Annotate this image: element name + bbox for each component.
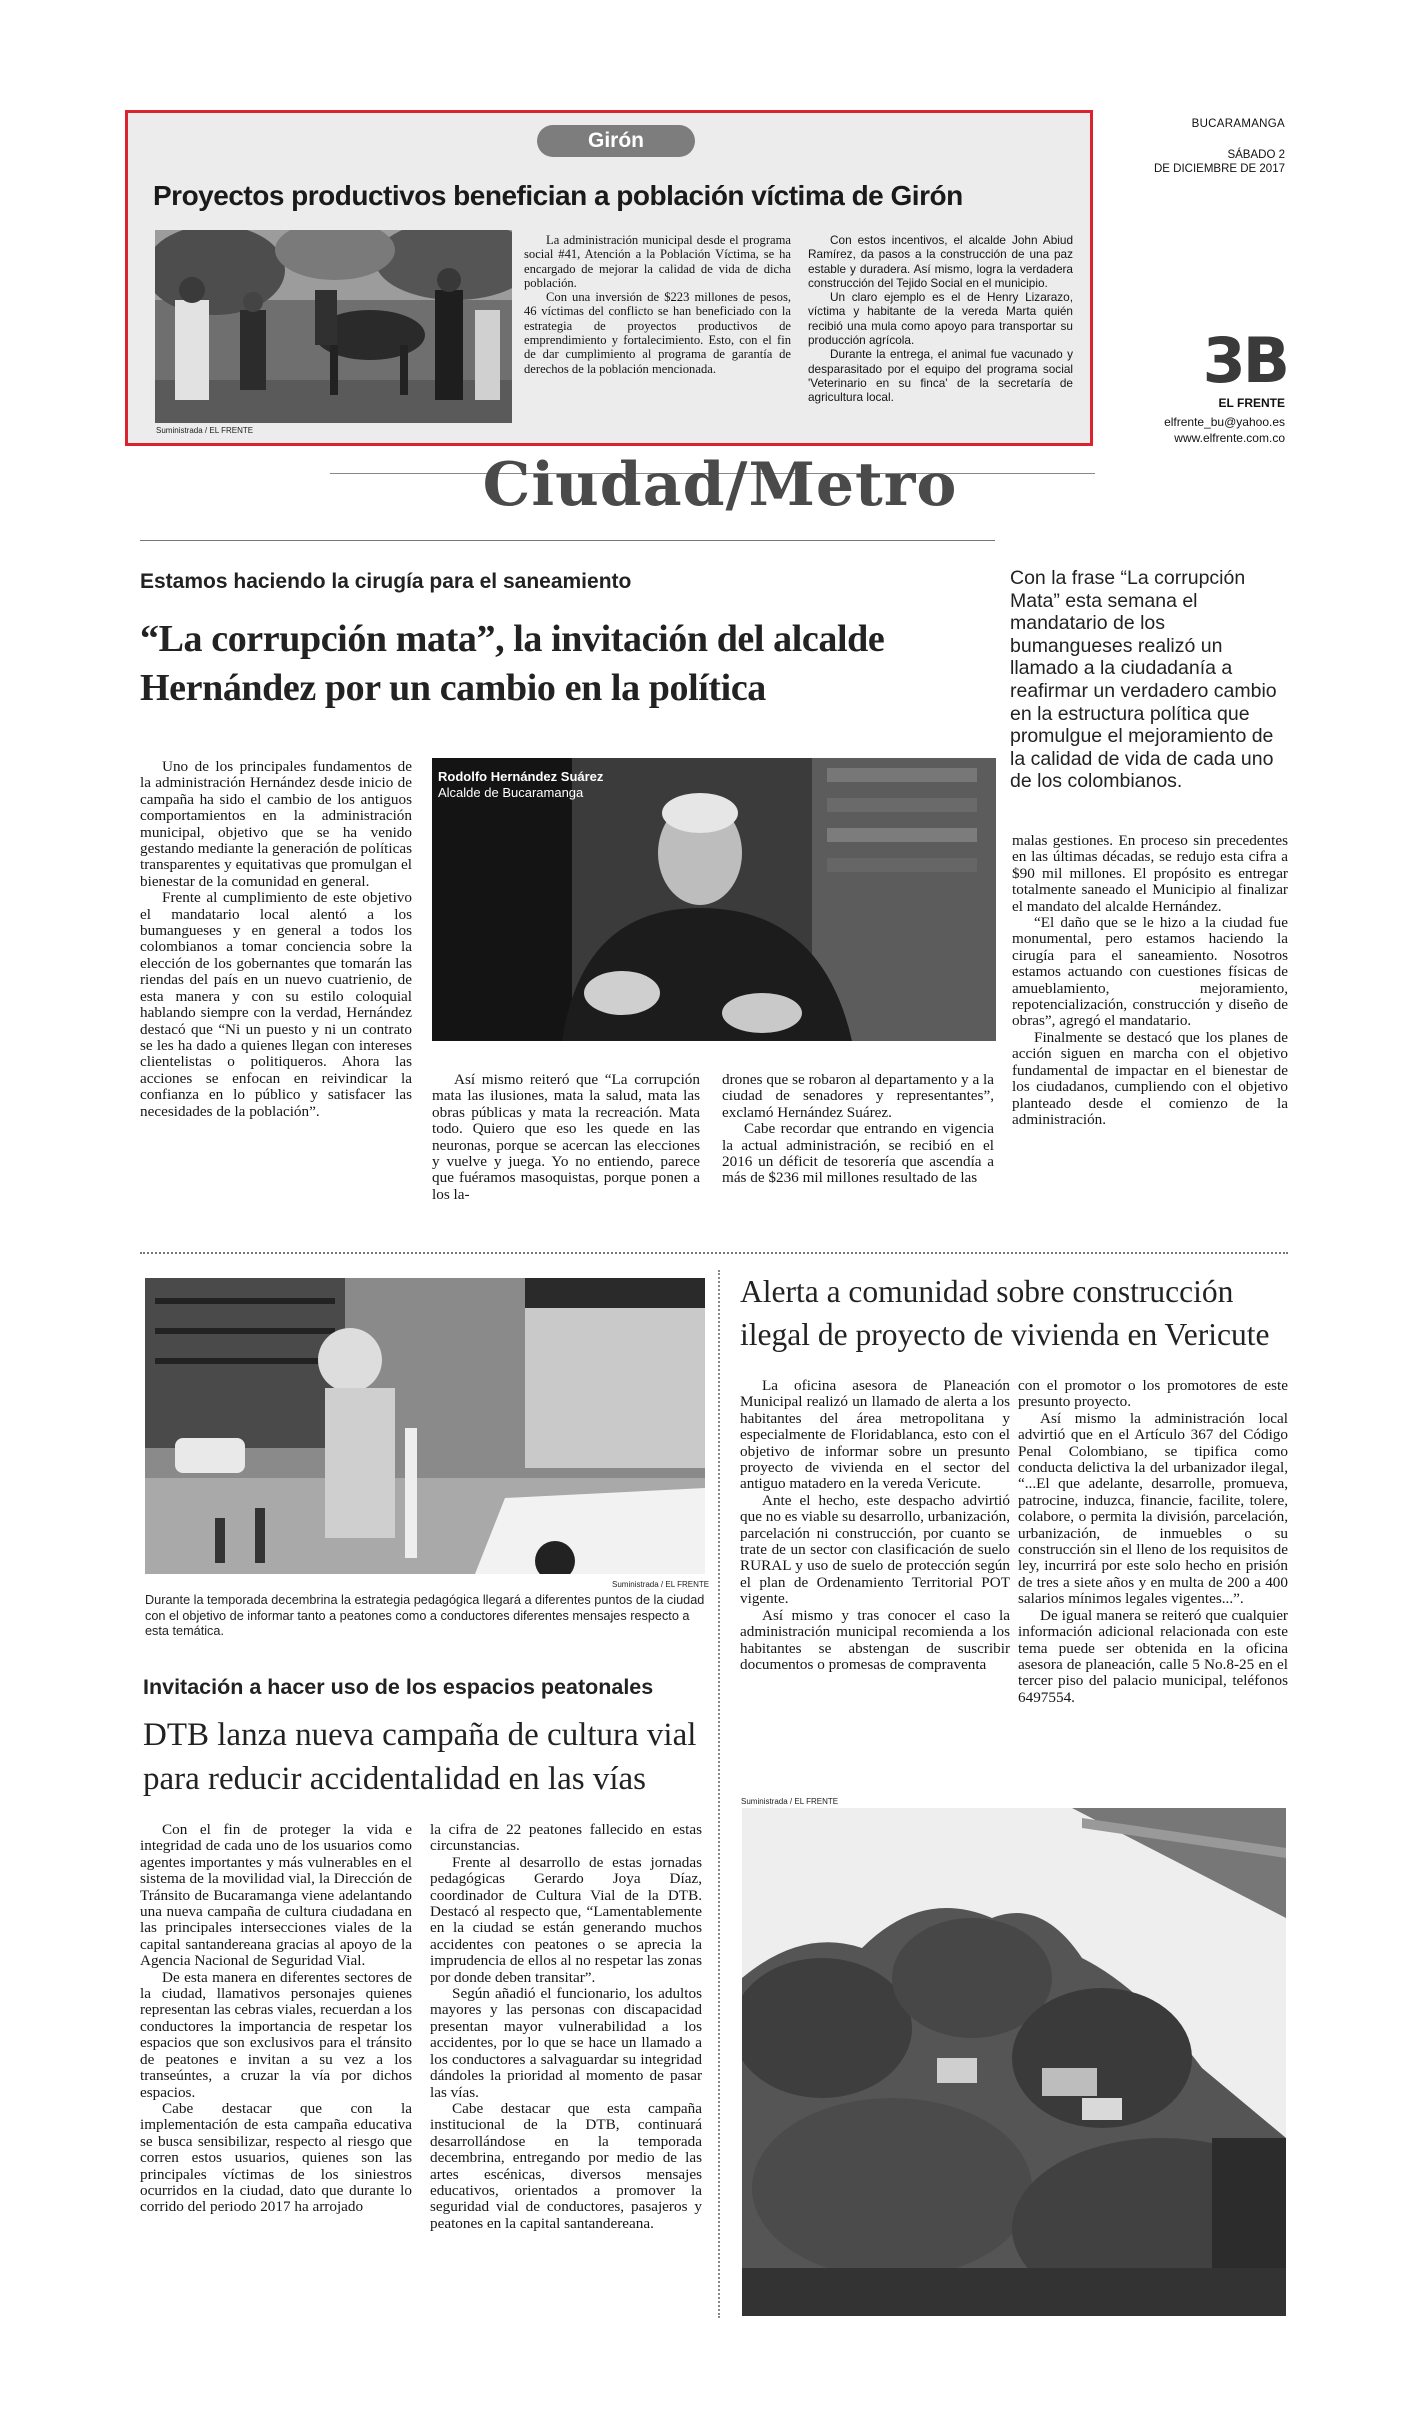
paragraph: La administración municipal desde el programa social #41, Atención a la Población Víctima, se ha encargado de mejorar la calidad de vida de dicha población. [524, 233, 791, 290]
dtb-col-1 [140, 1822, 412, 2216]
paragraph: Con el fin de proteger la vida e integridad de cada uno de los usuarios como agentes importantes y más vulnerables en el sistema de la movilidad vial, la Dirección de Tránsito de Bucaramanga viene adelantando una nueva campaña de cultura ciudadana en las principales intersecciones viales de la capital santandereana gracias al apoyo de la Agencia Nacional de Seguridad Vial. [140, 1821, 412, 1970]
giron-col-1 [524, 233, 791, 376]
masthead-date-day: SÁBADO 2 [1227, 149, 1285, 161]
section-divider [140, 1252, 1288, 1254]
dtb-col-2 [430, 1822, 702, 2232]
main-headline: “La corrupción mata”, la invitación del alcalde Hernández por un cambio en la política [140, 618, 885, 709]
paragraph: malas gestiones. En proceso sin precedentes en las últimas décadas, se redujo esta cifra a $90 mil millones. El propósito es entregar totalmente saneado el Municipio al finalizar el mandato del alcalde Hernández. [1012, 832, 1288, 915]
paragraph: Con estos incentivos, el alcalde John Abiud Ramírez, da pasos a la construcción de una paz estable y duradera. Así mismo, logra la verdadera construcción del Tejido Social en el municipio. [808, 233, 1073, 290]
paragraph: De esta manera en diferentes sectores de la ciudad, llamativos personajes quienes representan las cebras viales, recuerdan a los conductores la importancia de respetar los espacios que son exclusivos para el tránsito de peatones e invitan a su vez a los transeúntes, a cruzar la vía por dichos espacios. [140, 1968, 412, 2101]
vericute-headline: Alerta a comunidad sobre construcción ilegal de proyecto de vivienda en Vericute [740, 1274, 1270, 1352]
paragraph: la cifra de 22 peatones fallecido en estas circunstancias. [430, 1821, 702, 1855]
giron-photo-image [155, 230, 512, 423]
main-col-2 [432, 1072, 700, 1203]
dtb-kicker: Invitación a hacer uso de los espacios peatonales [143, 1675, 654, 1699]
paragraph: Con una inversión de $223 millones de pesos, 46 víctimas del conflicto se han beneficiado con la estrategia de proyectos productivos de emprendimiento y fortalecimiento. Esto, con el fin de dar cumplimiento al programa de garantía de derechos de la población mencionada. [524, 290, 791, 376]
main-col-1 [140, 759, 412, 1120]
paragraph: Durante la entrega, el animal fue vacunado y desparasitado por el equipo del programa social 'Veterinario en su finca' de la secretaría de agricultura local. [808, 347, 1073, 405]
giron-tag [537, 125, 695, 157]
vericute-photo-credit: Suministrada / EL FRENTE [741, 1797, 839, 1806]
main-photo-role: Alcalde de Bucaramanga [438, 785, 584, 800]
masthead-city: BUCARAMANGA [1191, 118, 1285, 130]
giron-tag-label: Girón [588, 129, 644, 152]
paragraph: Finalmente se destacó que los planes de acción siguen en marcha con el objetivo fundamental de impactar en el bienestar de los ciudadanos, cumpliendo con el objetivo planteado desde el comienzo de la administración. [1012, 1028, 1288, 1128]
masthead-email: elfrente_bu@yahoo.es [1164, 415, 1285, 429]
dtb-headline: DTB lanza nueva campaña de cultura vial para reducir accidentalidad en las vías [143, 1717, 697, 1797]
paragraph: Así mismo reiteró que “La corrupción mata las ilusiones, mata la salud, mata las obras públicas y mata la recreación. Mata todo. Quiero que eso les quede en las neuronas, porque se acercan las elecciones y vuelve y juega. Yo no entiendo, parece que fuéramos masoquistas, porque ponen a los la- [432, 1071, 700, 1203]
paragraph: drones que se robaron al departamento y a la ciudad de senadores y representantes”, exclamó Hernández Suárez. [722, 1071, 994, 1121]
dtb-caption: Durante la temporada decembrina la estrategia pedagógica llegará a diferentes puntos de la ciudad con el objetivo de informar tanto a peatones como a conductores diferentes mensajes respecto a esta temática. [145, 1593, 705, 1638]
paragraph: Uno de los principales fundamentos de la administración Hernández desde inicio de campaña ha sido el cambio de los antiguos comportamientos en la administración municipal, objetivo que se ha venido gestando mediante la generación de políticas transparentes y equitativas que promulgan el bienestar de la comunidad en general. [140, 758, 413, 890]
paragraph: “El daño que se le hizo a la ciudad fue monumental, pero estamos haciendo la cirugía para el saneamiento. Nosotros estamos actuando con cuestiones físicas de amueblamiento, mejoramiento, repotencialización, construcción y diseño de obras”, agregó el mandatario. [1012, 914, 1288, 1030]
page-number: 3B [1202, 324, 1287, 397]
dtb-photo-image [145, 1278, 705, 1574]
paragraph: con el promotor o los promotores de este presunto proyecto. [1018, 1377, 1288, 1411]
paragraph: Según añadió el funcionario, los adultos mayores y las personas con discapacidad presentan mayor vulnerabilidad a los accidentes, por lo que se hace un llamado a los conductores a salvaguardar su integridad dándoles la prioridad al momento de pasar las vías. [430, 1985, 702, 2101]
main-col-4 [1012, 833, 1288, 1128]
paragraph: Ante el hecho, este despacho advirtió que no es viable su desarrollo, urbanización, parcelación ni construcción, por cuanto se trate de un sector con clasificación de suelo RURAL y uso de suelo de protección según el plan de Ordenamiento Territorial POT vigente. [740, 1491, 1010, 1608]
paragraph: La oficina asesora de Planeación Municipal realizó un llamado de alerta a los habitantes del área metropolitana y especialmente de Floridablanca, esto con el objetivo de informar sobre un presunto proyecto de vivienda en el sector del antiguo matadero en la vereda Vericute. [740, 1377, 1010, 1493]
giron-photo [155, 230, 512, 423]
giron-photo-credit: Suministrada / EL FRENTE [156, 426, 254, 435]
paragraph: De igual manera se reiteró que cualquier información adicional relacionada con este tema puede ser obtenida en la oficina asesora de planeación, calle 5 No.8-25 en el tercer piso del palacio municipal, teléfonos 6497554. [1018, 1606, 1288, 1706]
vericute-col-2 [1018, 1378, 1288, 1706]
paragraph: Así mismo y tras conocer el caso la administración municipal recomienda a los habitantes se abstengan de suscribir documentos o promesas de compraventa [740, 1606, 1010, 1673]
vericute-photo [742, 1808, 1286, 2316]
paragraph: Así mismo la administración local advirtió que en el Artículo 367 del Código Penal Colombiano, se tipifica como conducta delictiva la del urbanizador ilegal, “...El que adelante, desarrolle, promueva, patrocine, induzca, financie, facilite, tolere, colabore, o permita la división, parcelación, urbanización, de inmuebles o su construcción sin el lleno de los requisitos de ley, incurrirá por este solo hecho en prisión de tres a siete años y en multa de 200 a 400 salarios mínimos legales vigentes...”. [1018, 1409, 1288, 1608]
main-top-rule [140, 540, 995, 541]
main-photo-image [432, 758, 996, 1041]
main-col-3 [722, 1072, 994, 1187]
main-lead: Con la frase “La corrupción Mata” esta semana el mandatario de los bumangueses realizó un llamado a la ciudadanía a reafirmar un verdadero cambio en la estructura política que promulgue el mejoramiento de la calidad de vida de cada uno de los colombianos. [1010, 567, 1277, 793]
dtb-photo-credit: Suministrada / EL FRENTE [612, 1580, 710, 1589]
giron-col-2 [808, 233, 1073, 405]
paragraph: Frente al cumplimiento de este objetivo el mandatario local alentó a los bumangueses y en general a todos los colombianos a tomar conciencia sobre la elección de los gobernantes que tomarán las riendas del país en un nuevo cuatrienio, de esta manera y con su estilo coloquial hablando siempre con la verdad, Hernández destacó que “Ni un puesto y ni un contrato se les ha dado a quienes llegan con intereses clientelistas o politiqueros. Ahora las acciones se enfocan en reivindicar la confianza en lo público y satisfacer las necesidades de la población”. [140, 889, 412, 1120]
paragraph: Frente al desarrollo de estas jornadas pedagógicas Gerardo Joya Díaz, coordinador de Cultura Vial de la DTB. Destacó al respecto que, “Lamentablemente en la ciudad se están generando muchos accidentes con peatones o se aprecia la imprudencia de ellos al no respetar las zonas por donde deben transitar”. [430, 1853, 702, 1986]
giron-headline: Proyectos productivos benefician a población víctima de Girón [153, 180, 963, 211]
paragraph: Cabe destacar que esta campaña institucional de la DTB, continuará desarrollándose en la temporada decembrina, entregando por medio de las artes escénicas, diversos mensajes educativos, orientados a promover la seguridad vial de conductores, pasajeros y peatones en la capital santandereana. [430, 2099, 702, 2232]
main-kicker: Estamos haciendo la cirugía para el saneamiento [140, 570, 632, 593]
column-divider [718, 1270, 720, 2318]
paragraph: Cabe recordar que entrando en vigencia la actual administración, se recibió en el 2016 un déficit de tesorería que ascendía a más de $236 mil millones resultado de las [722, 1120, 994, 1187]
masthead-website: www.elfrente.com.co [1174, 431, 1285, 445]
paragraph: Cabe destacar que con la implementación de esta campaña educativa se busca sensibilizar, respecto al riesgo que corren estos usuarios, quienes son las principales víctimas de los siniestros ocurridos en la ciudad, dato que durante lo corrido del periodo 2017 ha arrojado [140, 2099, 412, 2216]
vericute-col-1 [740, 1378, 1010, 1673]
section-title: Ciudad/Metro [482, 450, 958, 520]
masthead-paper: EL FRENTE [1218, 396, 1285, 410]
dtb-photo [145, 1278, 705, 1574]
vericute-photo-image [742, 1808, 1286, 2316]
masthead-date-full: DE DICIEMBRE DE 2017 [1153, 163, 1285, 175]
main-photo [432, 758, 996, 1041]
paragraph: Un claro ejemplo es el de Henry Lizarazo, víctima y habitante de la vereda Marta quién recibió una mula como apoyo para transportar su producción agrícola. [808, 290, 1073, 348]
main-photo-name: Rodolfo Hernández Suárez [438, 769, 604, 784]
